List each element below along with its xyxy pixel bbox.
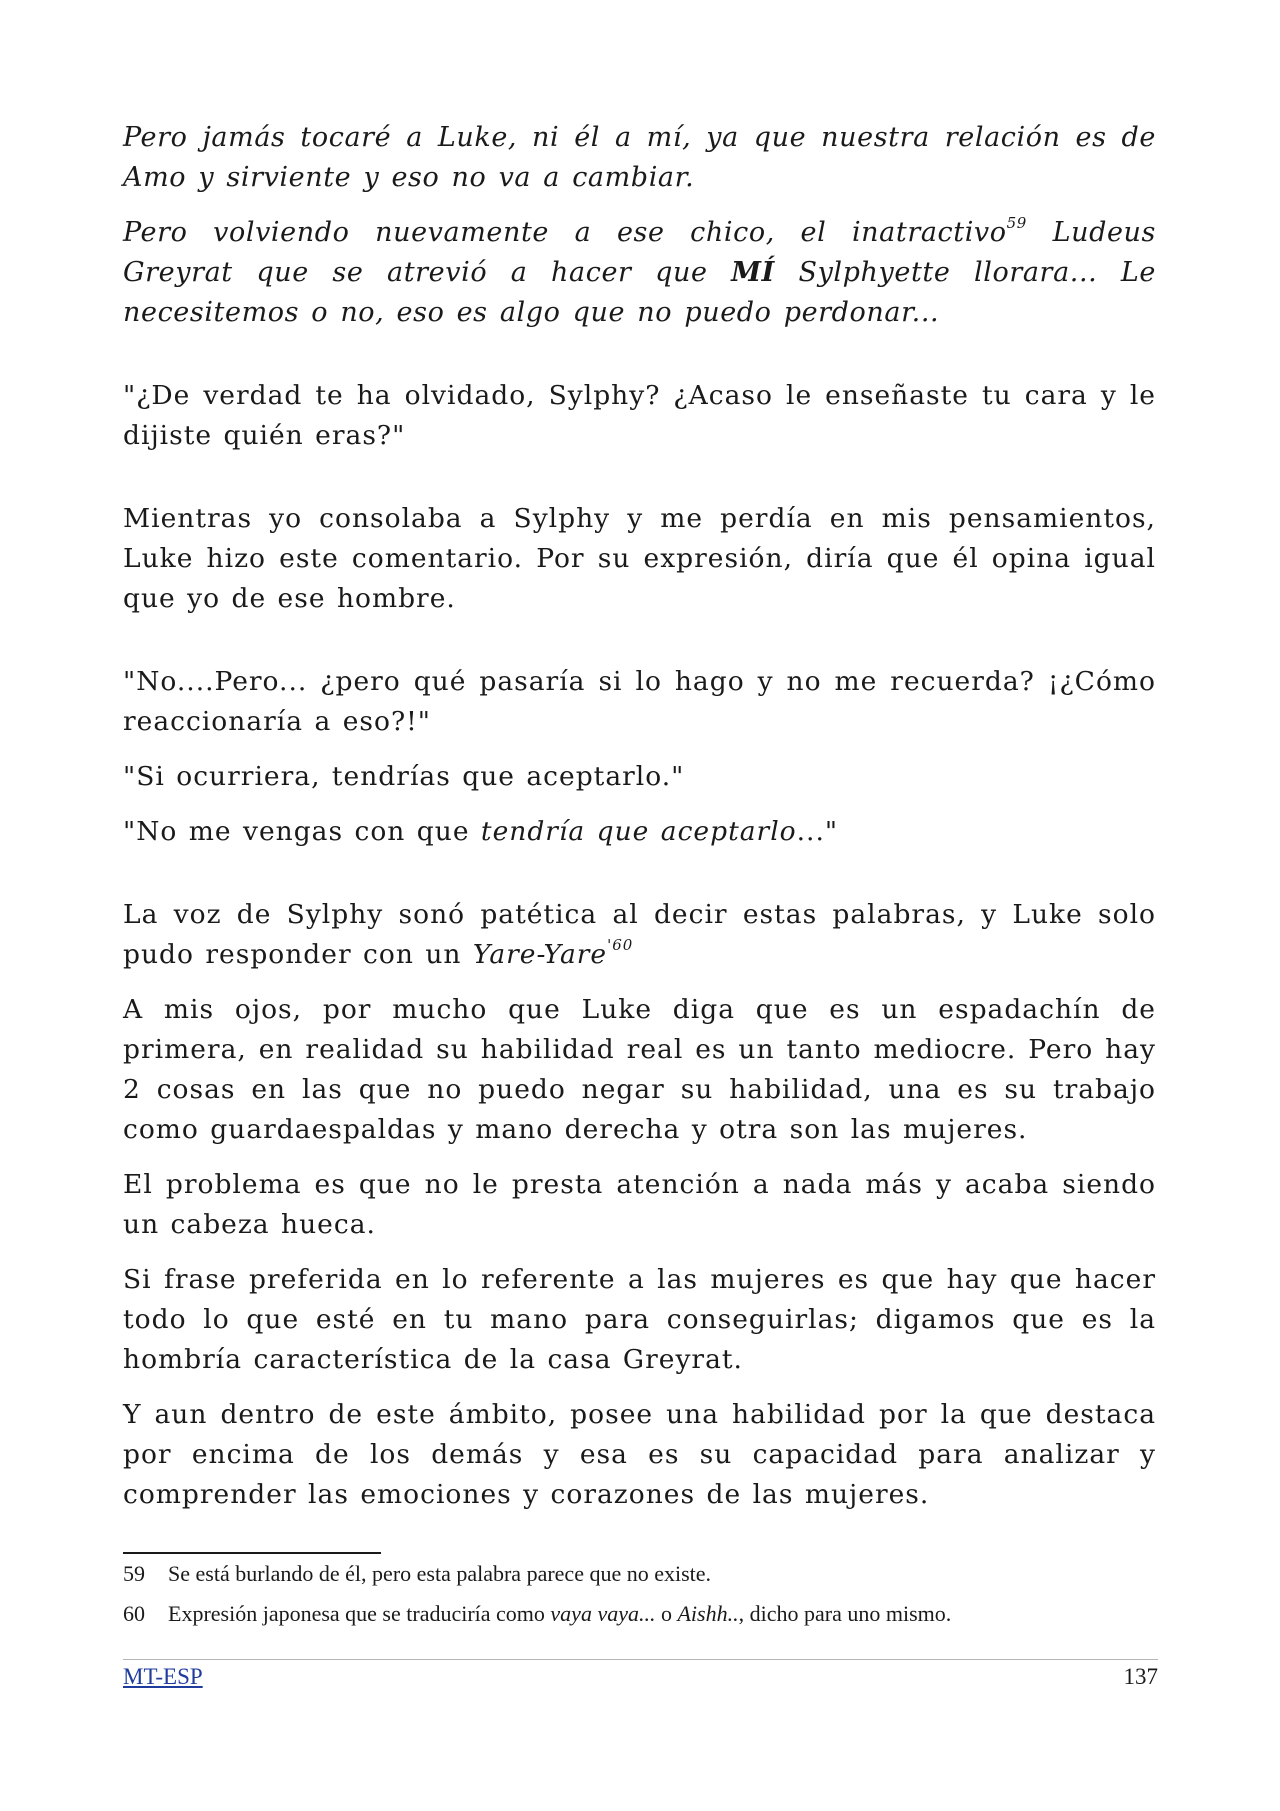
paragraph-8-text: La voz de Sylphy sonó patética al decir estas palabras, y Luke solo pudo responder con un — [123, 899, 1156, 970]
page-footer — [123, 1662, 1158, 1692]
footnote-number: 59 — [123, 1561, 145, 1586]
paragraph-8-italic: Yare-Yare — [472, 939, 608, 970]
paragraph-8 — [123, 895, 1156, 975]
paragraph-7-start: "No me vengas con que — [123, 816, 481, 847]
footnote-60-italic-2: Aishh.. — [677, 1601, 739, 1626]
page-body — [123, 118, 1156, 1515]
paragraph-2 — [123, 213, 1156, 333]
page-number: 137 — [1123, 1664, 1158, 1689]
footnote-ref-60-tick: ' — [607, 936, 613, 954]
paragraph-2-end: Sylphyette llorara... Le necesitemos o no, eso es algo que no puedo perdonar... — [123, 257, 1157, 328]
footnote-ref-59[interactable]: 59 — [1006, 214, 1027, 232]
paragraph-10: El problema es que no le presta atención a nada más y acaba siendo un cabeza hueca. — [123, 1169, 1156, 1240]
footer-separator — [123, 1659, 1158, 1660]
paragraph-3: "¿De verdad te ha olvidado, Sylphy? ¿Acaso le enseñaste tu cara y le dijiste quién eras?" — [123, 380, 1156, 451]
paragraph-5: "No....Pero... ¿pero qué pasaría si lo hago y no me recuerda? ¡¿Cómo reaccionaría a eso?!" — [123, 666, 1156, 737]
emphasis-mi: MÍ — [731, 257, 775, 288]
footnote-60-end: , dicho para uno mismo. — [738, 1601, 952, 1626]
paragraph-4: Mientras yo consolaba a Sylphy y me perdía en mis pensamientos, Luke hizo este comentario. Por su expresión, diría que él opina igual que yo de ese hombre. — [123, 503, 1156, 614]
footnote-60-middle: o — [655, 1601, 678, 1626]
footnote-59 — [123, 1560, 1163, 1588]
paragraph-7 — [123, 812, 1156, 852]
footnote-text: Se está burlando de él, pero esta palabra parece que no existe. — [168, 1561, 712, 1586]
footnote-ref-60[interactable] — [607, 936, 633, 954]
paragraph-2-middle: Ludeus Greyrat que se atrevió a hacer que — [123, 217, 1157, 288]
paragraph-11: Si frase preferida en lo referente a las mujeres es que hay que hacer todo lo que esté en tu mano para conseguirlas; digamos que es la hombría característica de la casa Greyrat. — [123, 1264, 1156, 1375]
footnotes — [123, 1560, 1163, 1640]
mt-esp-link[interactable]: MT-ESP — [123, 1664, 203, 1689]
paragraph-6: "Si ocurriera, tendrías que aceptarlo." — [123, 761, 685, 792]
footnote-60 — [123, 1600, 1163, 1628]
footnote-separator — [123, 1552, 381, 1554]
footnote-ref-60-number: 60 — [612, 936, 634, 954]
footnote-60-start: Expresión japonesa que se traduciría como — [168, 1601, 551, 1626]
paragraph-9: A mis ojos, por mucho que Luke diga que es un espadachín de primera, en realidad su habilidad real es un tanto mediocre. Pero hay 2 cosas en las que no puedo negar su habilidad, una es su trabajo como guardaespaldas y mano derecha y otra son las mujeres. — [123, 994, 1156, 1145]
footnote-60-italic-1: vaya vaya... — [550, 1601, 656, 1626]
paragraph-12: Y aun dentro de este ámbito, posee una habilidad por la que destaca por encima de los demás y esa es su capacidad para analizar y comprender las emociones y corazones de las mujeres. — [123, 1399, 1156, 1510]
footnote-text — [168, 1600, 951, 1628]
paragraph-2-start: Pero volviendo nuevamente a ese chico, el inatractivo — [123, 217, 1007, 248]
footnote-number: 60 — [123, 1601, 145, 1626]
paragraph-1: Pero jamás tocaré a Luke, ni él a mí, ya que nuestra relación es de Amo y sirviente y eso no va a cambiar. — [123, 122, 1156, 193]
paragraph-7-end: ..." — [796, 816, 839, 847]
paragraph-7-italic: tendría que aceptarlo — [480, 816, 797, 847]
